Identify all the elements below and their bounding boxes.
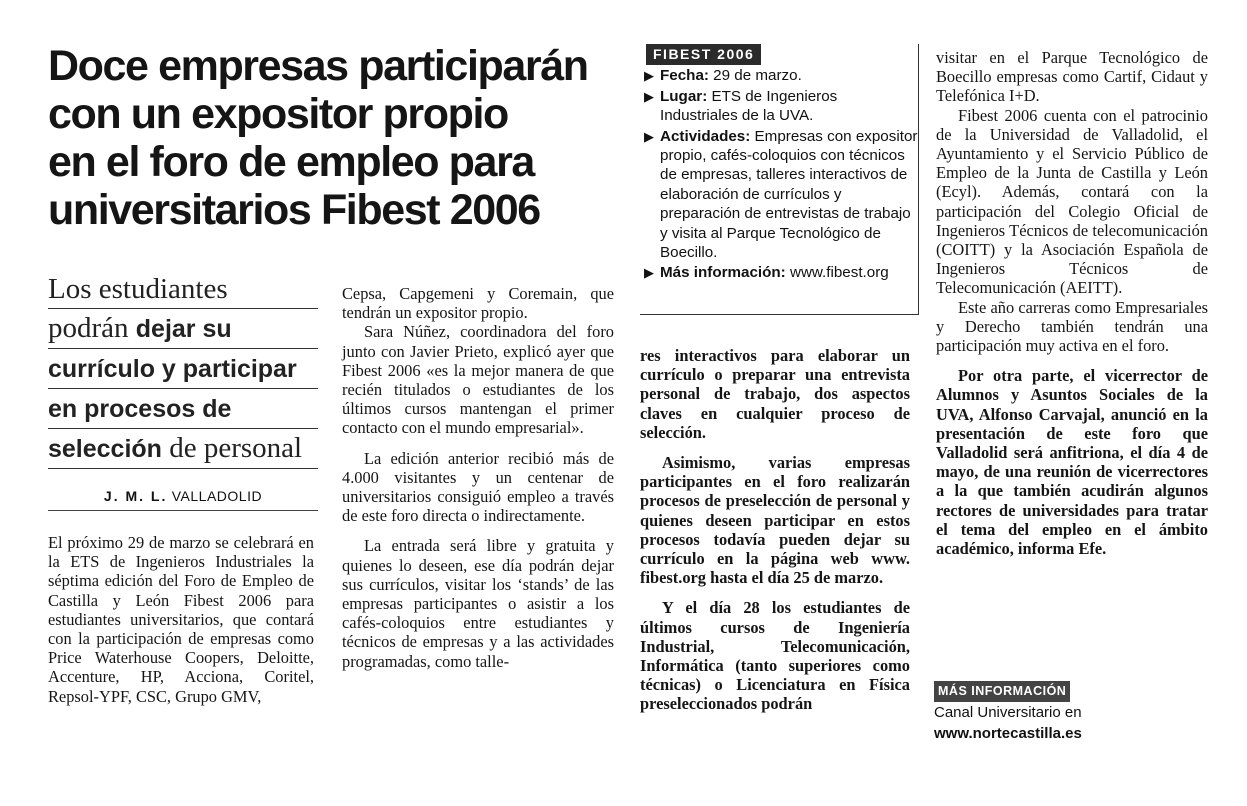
subhead-line: [48, 270, 318, 309]
triangle-right-icon: ▶: [644, 68, 654, 84]
info-text: www.fibest.org: [785, 264, 889, 282]
article-column-2: [342, 284, 614, 671]
headline-line: Doce empresas participarán: [48, 42, 588, 90]
info-box-tag: FIBEST 2006: [646, 44, 761, 65]
article-column-1: [48, 533, 314, 706]
info-label: Fecha:: [660, 67, 709, 85]
info-label: Lugar:: [660, 87, 708, 105]
more-info-tag: MÁS INFORMACIÓN: [934, 681, 1070, 702]
info-text: ETS de Ingenieros Industriales de la UVA.: [660, 87, 838, 125]
paragraph: Por otra parte, el vicerrector de Alumnos y Asuntos Sociales de la UVA, Alfonso Carvajal, anunció en la presentación de este foro que Valladolid será anfitriona, el día 4 de mayo, de una reunión de vicerrectores a la que también acudirán algunos rectores de universidades para tratar el tema del empleo en el ámbito académico, informa Efe.: [936, 366, 1208, 559]
paragraph: El próximo 29 de marzo se celebrará en la ETS de Ingenieros Industriales la séptima edición del Foro de Empleo de Castilla y León Fibest 2006 para estudiantes universitarios, que contará con la participación de empresas como Price Waterhouse Coopers, Deloitte, Accenture, HP, Acciona, Coritel, Repsol-YPF, CSC, Grupo GMV,: [48, 533, 314, 706]
subhead-text: podrán: [48, 312, 136, 344]
info-text: 29 de marzo.: [708, 67, 802, 85]
info-label: Más información:: [660, 264, 786, 282]
subhead-emphasis: en procesos de: [48, 395, 232, 423]
info-label: Actividades:: [660, 127, 751, 145]
subhead-emphasis: selección: [48, 435, 162, 463]
subhead-emphasis: dejar su: [135, 315, 232, 343]
paragraph: Este año carreras como Empresariales y Derecho también tendrán una participación muy activa en el foro.: [936, 297, 1208, 356]
paragraph: Asimismo, varias empresas participantes en el foro realizarán procesos de preselección de personal y quienes deseen participar en estos procesos todavía pueden dejar su currículo en la página web www. fibest.org hasta el día 25 de marzo.: [640, 453, 910, 588]
info-box: [640, 44, 919, 315]
more-info-text: Canal Universitario en: [934, 704, 1082, 721]
triangle-right-icon: ▶: [644, 128, 654, 144]
paragraph: visitar en el Parque Tecnológico de Boecillo empresas como Cartif, Cidaut y Telefónica I+D.: [936, 48, 1208, 106]
info-item: [640, 127, 918, 263]
paragraph: Y el día 28 los estudiantes de últimos cursos de Ingeniería Industrial, Telecomunicación, Informática (tanto superiores como técnicas) o Licenciatura en Física preseleccionados podrán: [640, 598, 910, 714]
paragraph: Fibest 2006 cuenta con el patrocinio de la Universidad de Valladolid, el Ayuntamiento y el Servicio Público de Empleo de la Junta de Castilla y León (Ecyl). Además, contará con la participación del Colegio Oficial de Ingenieros Técnicos de telecomunicación (COITT) y la Asociación Española de Ingenieros Técnicos de Telecomunicación (AEITT).: [936, 105, 1208, 298]
subhead-emphasis: currículo y participar: [48, 355, 297, 383]
headline-line: con un expositor propio: [48, 90, 508, 138]
subhead-text: Los estudiantes: [48, 273, 228, 305]
subhead-line: [48, 429, 318, 469]
paragraph: res interactivos para elaborar un currículo o preparar una entrevista personal de trabajo, dos aspectos claves en cualquier proceso de selección.: [640, 346, 910, 442]
paragraph: La edición anterior recibió más de 4.000 visitantes y un centenar de universitarios consiguió empleo a través de este foro directa o indirectamente.: [342, 448, 614, 526]
article-column-3: [640, 346, 910, 714]
paragraph: Sara Núñez, coordinadora del foro junto con Javier Prieto, explicó ayer que Fibest 2006 «es la mejor manera de que recién titulados o estudiantes de los últimos cursos mantengan el primer contacto con el mundo empresarial».: [342, 322, 614, 438]
subhead-line: [48, 309, 318, 349]
article-column-4: [936, 48, 1208, 558]
byline-author: J. M. L.: [103, 488, 168, 504]
headline-line: en el foro de empleo para: [48, 138, 534, 186]
info-item: [640, 66, 918, 85]
paragraph: La entrada será libre y gratuita y quienes lo deseen, ese día podrán dejar sus currículos, visitar los ‘stands’ de las empresas participantes o asistir a los cafés-coloquios entre estudiantes y técnicos de empresas y a las actividades programadas, como talle-: [342, 536, 614, 671]
triangle-right-icon: ▶: [644, 265, 654, 281]
more-info: [934, 680, 1134, 744]
info-text: Empresas con expositor propio, cafés-coloquios con técnicos de empresas, talleres interactivos de elaboración de currículos y preparación de entrevistas de trabajo y visita al Parque Tecnológico de Boecillo.: [660, 127, 918, 262]
byline-place: VALLADOLID: [167, 488, 263, 504]
byline: [48, 488, 318, 511]
headline-line: universitarios Fibest 2006: [48, 186, 540, 234]
info-item: [640, 263, 918, 282]
paragraph: Cepsa, Capgemeni y Coremain, que tendrán un expositor propio.: [342, 284, 614, 323]
more-info-link[interactable]: www.nortecastilla.es: [934, 725, 1082, 742]
headline: [48, 42, 628, 234]
subhead-line: [48, 349, 318, 389]
subhead-line: [48, 389, 318, 429]
info-item: [640, 87, 918, 126]
triangle-right-icon: ▶: [644, 88, 654, 104]
subhead-text: de personal: [161, 432, 303, 464]
subheadline: [48, 270, 318, 469]
